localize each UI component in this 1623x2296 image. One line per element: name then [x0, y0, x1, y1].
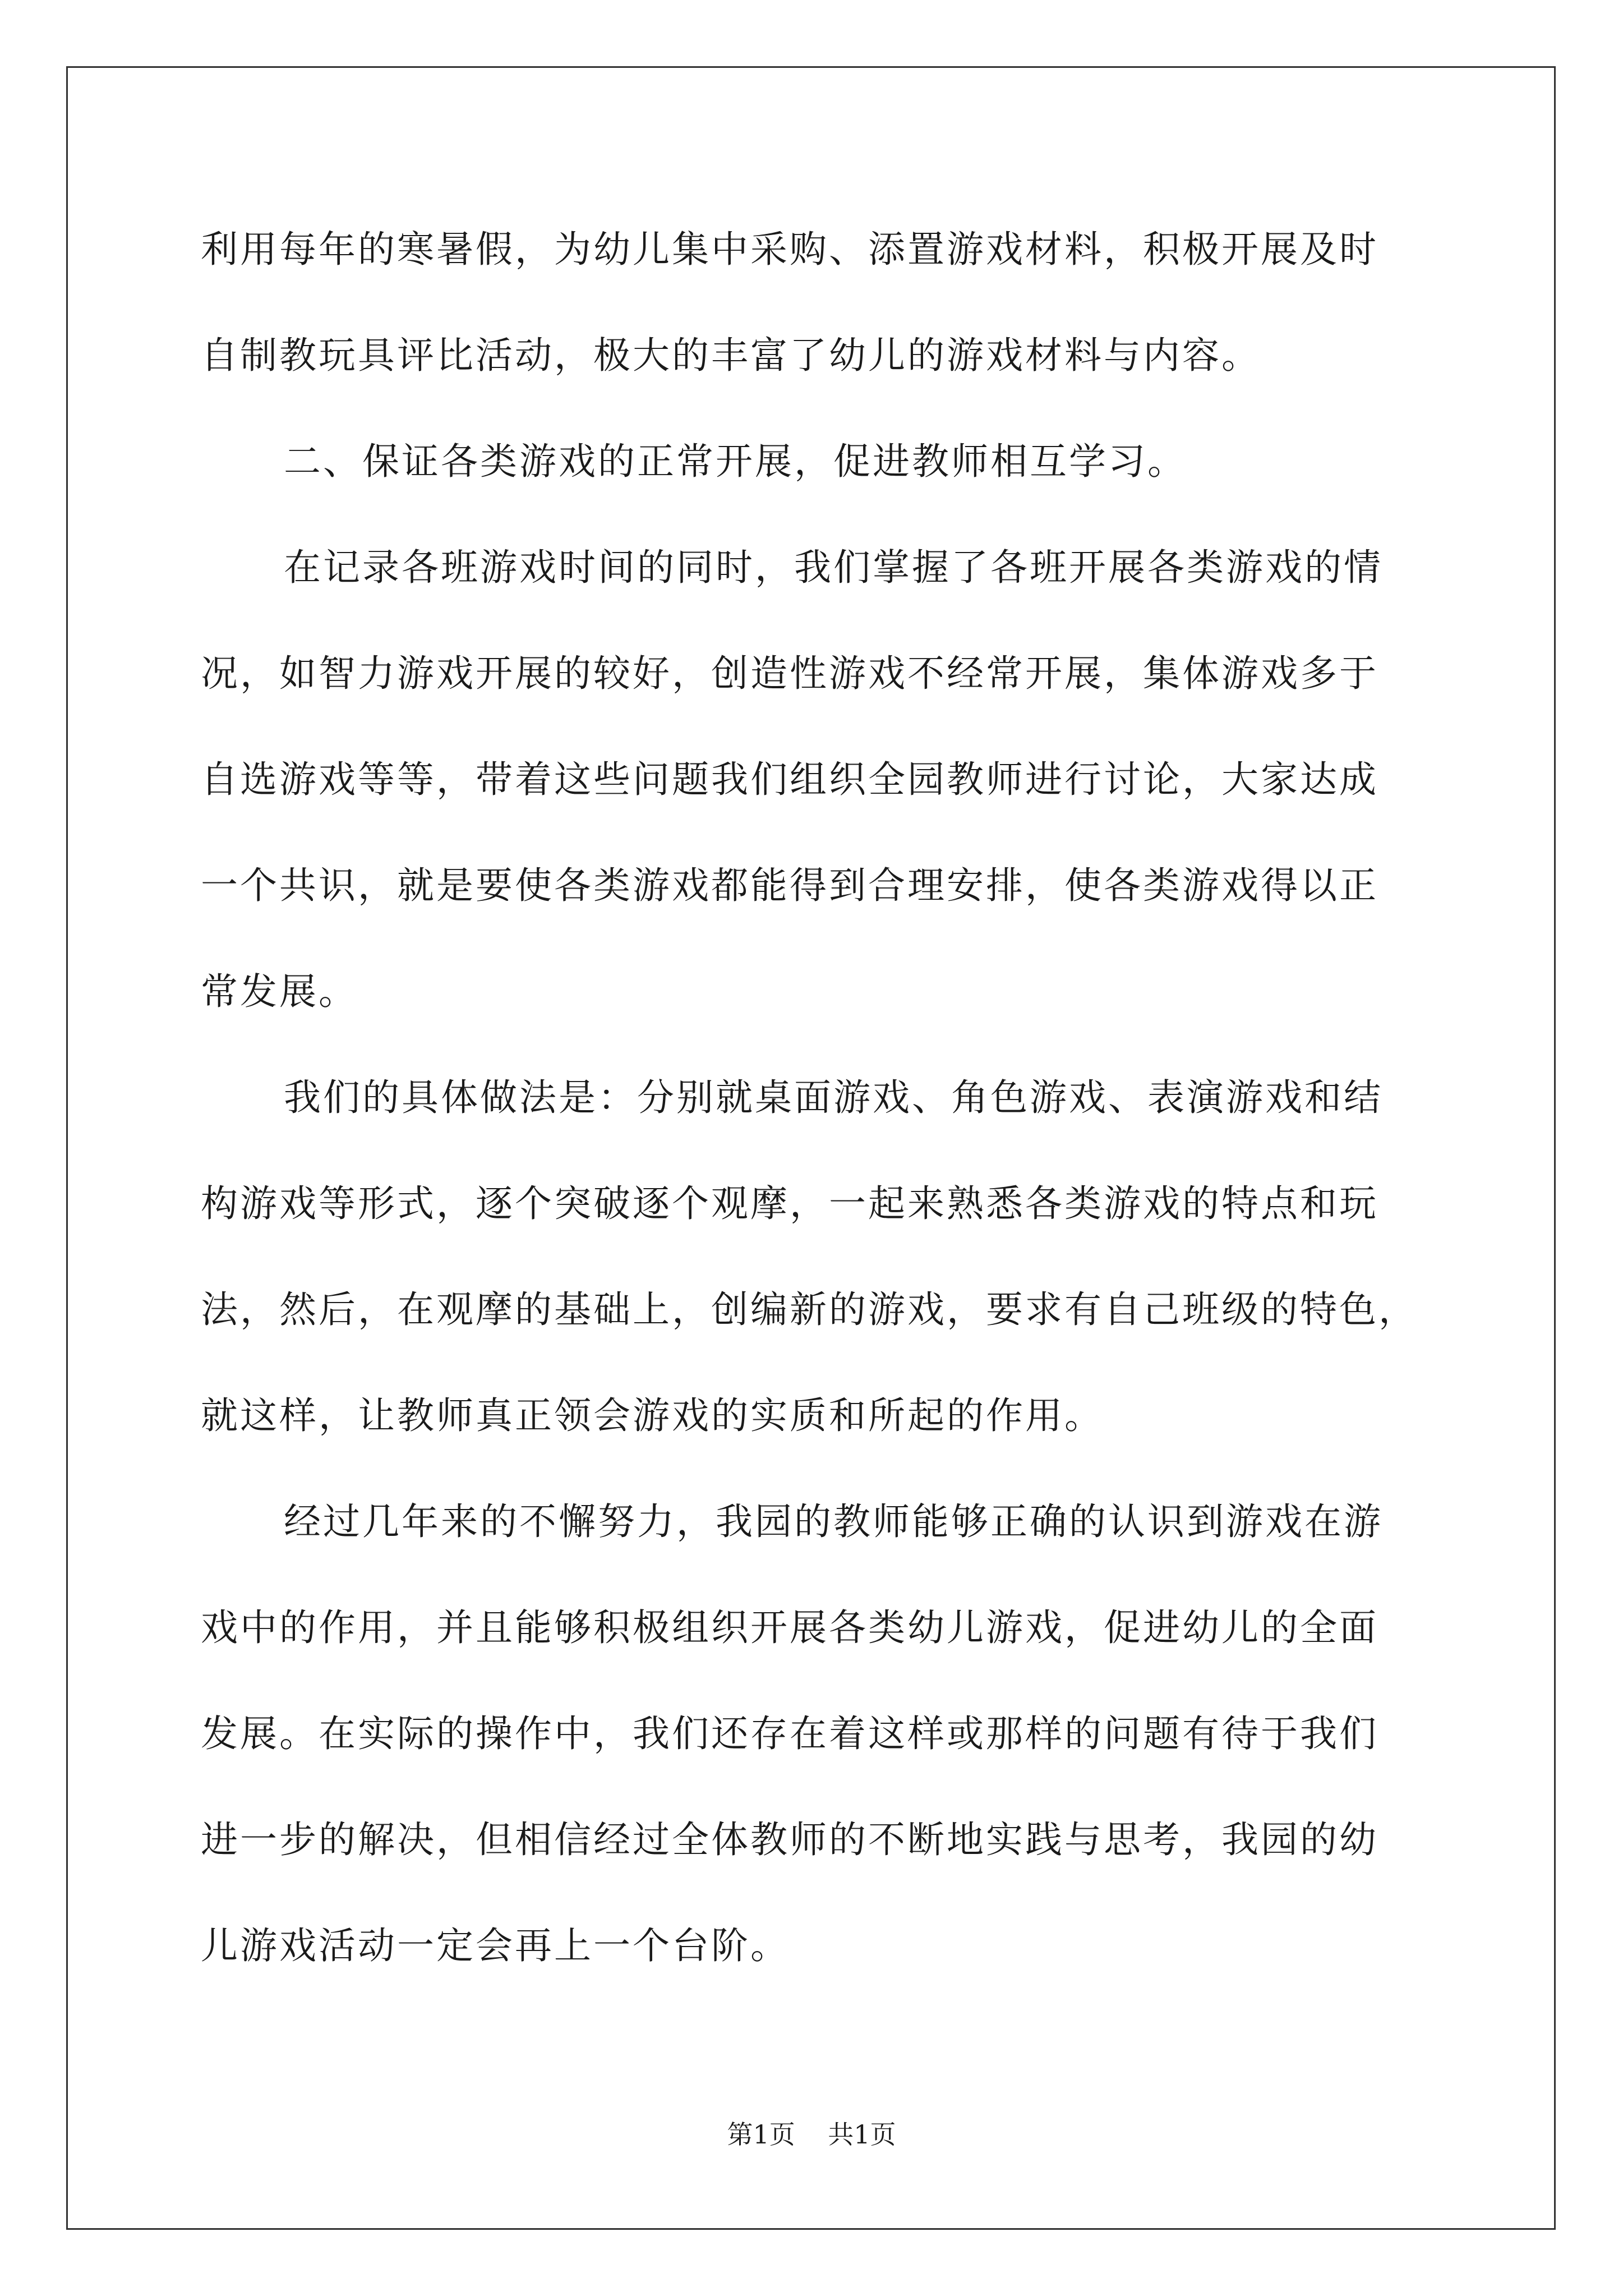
text-line: 况，如智力游戏开展的较好，创造性游戏不经常开展，集体游戏多于	[201, 652, 1378, 695]
text-line: 戏中的作用，并且能够积极组织开展各类幼儿游戏，促进幼儿的全面	[201, 1606, 1378, 1649]
text-line: 我们的具体做法是：分别就桌面游戏、角色游戏、表演游戏和结	[284, 1076, 1383, 1119]
document-body	[201, 216, 1423, 2018]
text-line: 一个共识，就是要使各类游戏都能得到合理安排，使各类游戏得以正	[201, 864, 1378, 907]
text-line: 利用每年的寒暑假，为幼儿集中采购、添置游戏材料，积极开展及时	[201, 228, 1378, 271]
page-footer: 第1页 共1页	[727, 2119, 896, 2150]
text-line: 进一步的解决，但相信经过全体教师的不断地实践与思考，我园的幼	[201, 1818, 1378, 1861]
text-line: 构游戏等形式，逐个突破逐个观摩，一起来熟悉各类游戏的特点和玩	[201, 1182, 1378, 1225]
text-line: 法，然后，在观摩的基础上，创编新的游戏，要求有自己班级的特色，	[201, 1288, 1418, 1331]
text-line: 二、保证各类游戏的正常开展，促进教师相互学习。	[284, 440, 1187, 483]
text-line: 在记录各班游戏时间的同时，我们掌握了各班开展各类游戏的情	[284, 546, 1383, 589]
text-line: 常发展。	[201, 970, 358, 1013]
text-line: 就这样，让教师真正领会游戏的实质和所起的作用。	[201, 1394, 1104, 1437]
text-line: 发展。在实际的操作中，我们还存在着这样或那样的问题有待于我们	[201, 1712, 1378, 1755]
text-line: 经过几年来的不懈努力，我园的教师能够正确的认识到游戏在游	[284, 1500, 1383, 1543]
text-line: 自制教玩具评比活动，极大的丰富了幼儿的游戏材料与内容。	[201, 334, 1261, 377]
text-line: 儿游戏活动一定会再上一个台阶。	[201, 1924, 790, 1967]
text-line: 自选游戏等等，带着这些问题我们组织全园教师进行讨论，大家达成	[201, 758, 1378, 801]
